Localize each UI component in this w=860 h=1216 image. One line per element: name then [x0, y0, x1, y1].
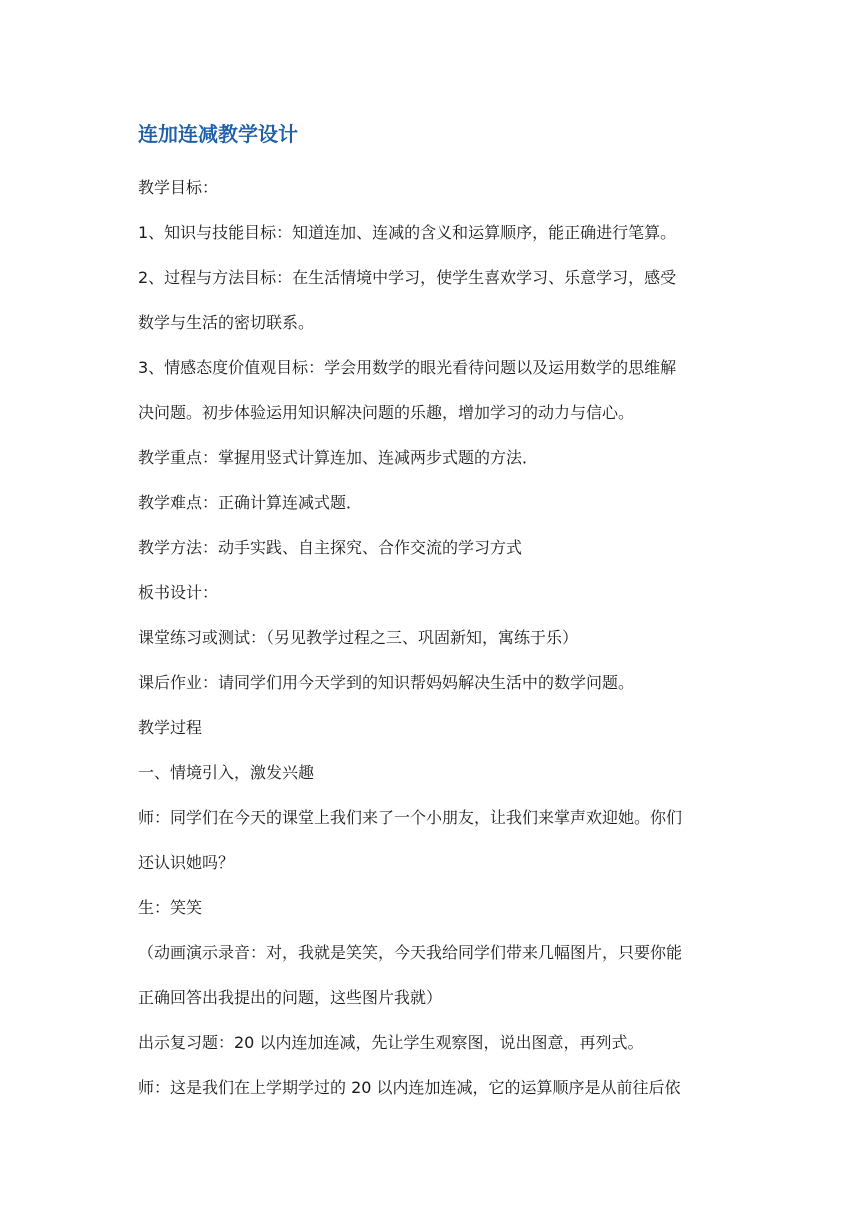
body-line: 数学与生活的密切联系。: [138, 313, 315, 332]
body-line: 正确回答出我提出的问题，这些图片我就）: [138, 988, 443, 1007]
body-line: 师：这是我们在上学期学过的 20 以内连加连减，它的运算顺序是从前往后依: [138, 1078, 681, 1097]
body-line: 师：同学们在今天的课堂上我们来了一个小朋友，让我们来掌声欢迎她。你们: [138, 808, 683, 827]
body-line: 课后作业：请同学们用今天学到的知识帮妈妈解决生活中的数学问题。: [138, 673, 635, 692]
body-line: 一、情境引入，激发兴趣: [138, 763, 315, 782]
body-line: 教学重点：掌握用竖式计算连加、连减两步式题的方法．: [138, 448, 539, 467]
body-line: 1、知识与技能目标：知道连加、连减的含义和运算顺序，能正确进行笔算。: [138, 223, 677, 242]
document-title: 连加连减教学设计: [138, 122, 298, 146]
document-body: [138, 174, 728, 1119]
body-line: 还认识她吗？: [138, 853, 235, 872]
body-line: 板书设计：: [138, 583, 219, 602]
body-line: 2、过程与方法目标：在生活情境中学习，使学生喜欢学习、乐意学习，感受: [138, 268, 677, 287]
body-line: 决问题。初步体验运用知识解决问题的乐趣，增加学习的动力与信心。: [138, 403, 635, 422]
body-line: 教学目标：: [138, 178, 219, 197]
body-line: 出示复习题：20 以内连加连减，先让学生观察图，说出图意，再列式。: [138, 1033, 644, 1052]
body-line: 教学难点：正确计算连减式题．: [138, 493, 363, 512]
body-line: 3、情感态度价值观目标：学会用数学的眼光看待问题以及运用数学的思维解: [138, 358, 677, 377]
body-line: 教学过程: [138, 718, 203, 737]
body-line: 课堂练习或测试：（另见教学过程之三、巩固新知，寓练于乐）: [138, 628, 579, 647]
body-line: （动画演示录音：对，我就是笑笑，今天我给同学们带来几幅图片，只要你能: [138, 943, 683, 962]
body-line: 教学方法：动手实践、自主探究、合作交流的学习方式: [138, 538, 523, 557]
body-line: 生：笑笑: [138, 898, 203, 917]
